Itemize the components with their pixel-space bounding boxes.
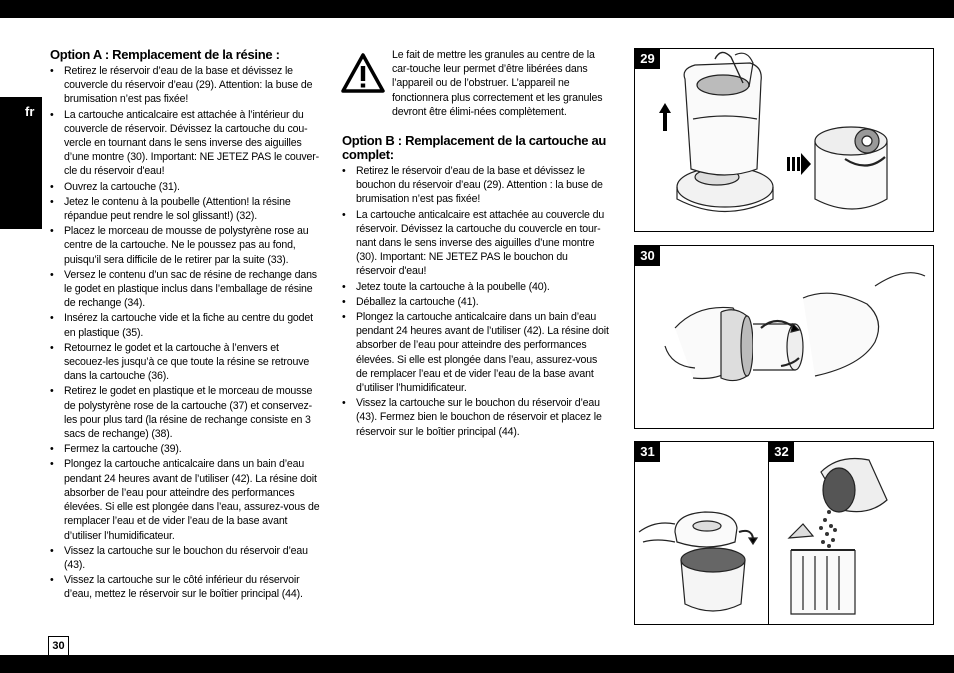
figure-number: 29 — [635, 49, 660, 69]
list-item: • Jetez le contenu à la poubelle (Attention! la résine répandue peut rendre le sol glissant!) (32). — [50, 195, 320, 223]
figure-number: 30 — [635, 246, 660, 266]
list-item: • Plongez la cartouche anticalcaire dans un bain d’eau pendant 24 heures avant de l’utiliser (42). La résine doit absorber de l’eau pour atteindre des performances élevées. Si elle est plongée dans l’eau, assurez-vous de remplacer l’eau et de vider l’eau de la base avant d’utiliser l’humidificateur. — [50, 457, 320, 542]
option-a-title: Option A : Remplacement de la résine : — [50, 47, 280, 62]
figure-number: 32 — [769, 442, 794, 462]
list-item: • Jetez toute la cartouche à la poubelle (40). — [342, 280, 610, 294]
cartridge-open-illustration — [635, 442, 769, 624]
figure-30 — [634, 245, 934, 429]
right-arrow-icon — [787, 153, 811, 175]
list-item: • La cartouche anticalcaire est attachée à l’intérieur du couvercle de réservoir. Dévissez la cartouche du cou-vercle en tournant dans le sens inverse des aiguilles d’une montre (30). Important: NE JETEZ PAS le couver-cle du réservoir d'eau! — [50, 108, 320, 179]
warning-triangle-icon — [340, 52, 386, 94]
option-a-section — [50, 48, 320, 603]
page-number: 30 — [48, 636, 69, 655]
list-item: • Ouvrez la cartouche (31). — [50, 180, 320, 194]
top-bar — [0, 0, 954, 18]
list-item: • Déballez la cartouche (41). — [342, 295, 610, 309]
option-b-section — [342, 134, 610, 440]
figure-29 — [634, 48, 934, 232]
warning-text: Le fait de mettre les granules au centre de la car-touche leur permet d’être libérées dans l’appareil ou de l’obstruer. L’appareil ne fonctionnera plus correctement et les granules devront être élimi-nées complètement. — [392, 49, 603, 118]
resin-disposal-illustration — [769, 442, 933, 624]
list-item: • Vissez la cartouche sur le côté inférieur du réservoir d’eau, mettez le réservoir sur le boîtier principal (44). — [50, 573, 320, 601]
list-item: • Plongez la cartouche anticalcaire dans un bain d’eau pendant 24 heures avant de l’utiliser (42). La résine doit absorber de l’eau pour atteindre des performances élevées. Si elle est plongée dans l’eau, assurez-vous de remplacer l’eau et de vider l’eau de la base avant d’utiliser l’humidificateur. — [342, 310, 610, 395]
cartridge-unscrew-illustration — [635, 246, 933, 428]
up-arrow-icon — [659, 103, 671, 131]
warning-note — [340, 48, 612, 128]
list-item: • Retirez le réservoir d’eau de la base et dévissez le couvercle du réservoir d’eau (29). Attention: la buse de brumisation n’est pas fixée! — [50, 64, 320, 107]
list-item: • Retirez le réservoir d’eau de la base et dévissez le bouchon du réservoir d’eau (29). Attention : la buse de brumisation n’est pas fixée! — [342, 164, 610, 207]
list-item: • Retirez le godet en plastique et le morceau de mousse de polystyrène rose de la cartouche (37) et conservez-les pour plus tard (la résine de rechange consiste en 3 sacs de rechange) (38). — [50, 384, 320, 441]
list-item: • Insérez la cartouche vide et la fiche au centre du godet en plastique (35). — [50, 311, 320, 339]
humidifier-illustration — [635, 49, 933, 231]
language-tab — [0, 97, 42, 229]
list-item: • Fermez la cartouche (39). — [50, 442, 320, 456]
list-item: • Placez le morceau de mousse de polystyrène rose au centre de la cartouche. Ne le poussez pas au fond, puisqu’il sera difficile de le retirer par la suite (33). — [50, 224, 320, 267]
list-item: • Versez le contenu d’un sac de résine de rechange dans le godet en plastique inclus dans l’emballage de résine de rechange (34). — [50, 268, 320, 311]
list-item: • Vissez la cartouche sur le bouchon du réservoir d’eau (43). Fermez bien le bouchon de réservoir et placez le réservoir sur le boîtier principal (44). — [342, 396, 610, 439]
figure-31 — [634, 441, 770, 625]
list-item: • Vissez la cartouche sur le bouchon du réservoir d’eau (43). — [50, 544, 320, 572]
language-label: fr — [25, 104, 35, 119]
option-b-list — [342, 164, 610, 439]
figure-32 — [768, 441, 934, 625]
figure-number: 31 — [635, 442, 660, 462]
option-b-title: Option B : Remplacement de la cartouche au complet: — [342, 133, 607, 162]
list-item: • Retournez le godet et la cartouche à l’envers et secouez-les jusqu’à ce que toute la résine se retrouve dans la cartouche (36). — [50, 341, 320, 384]
list-item: • La cartouche anticalcaire est attachée au couvercle du réservoir. Dévissez la cartouche du couvercle en tour-nant dans le sens inverse des aiguilles d’une montre (30). Important: NE JETEZ PAS le bouchon du réservoir d'eau! — [342, 208, 610, 279]
bottom-bar — [0, 655, 954, 673]
option-a-list — [50, 64, 320, 602]
